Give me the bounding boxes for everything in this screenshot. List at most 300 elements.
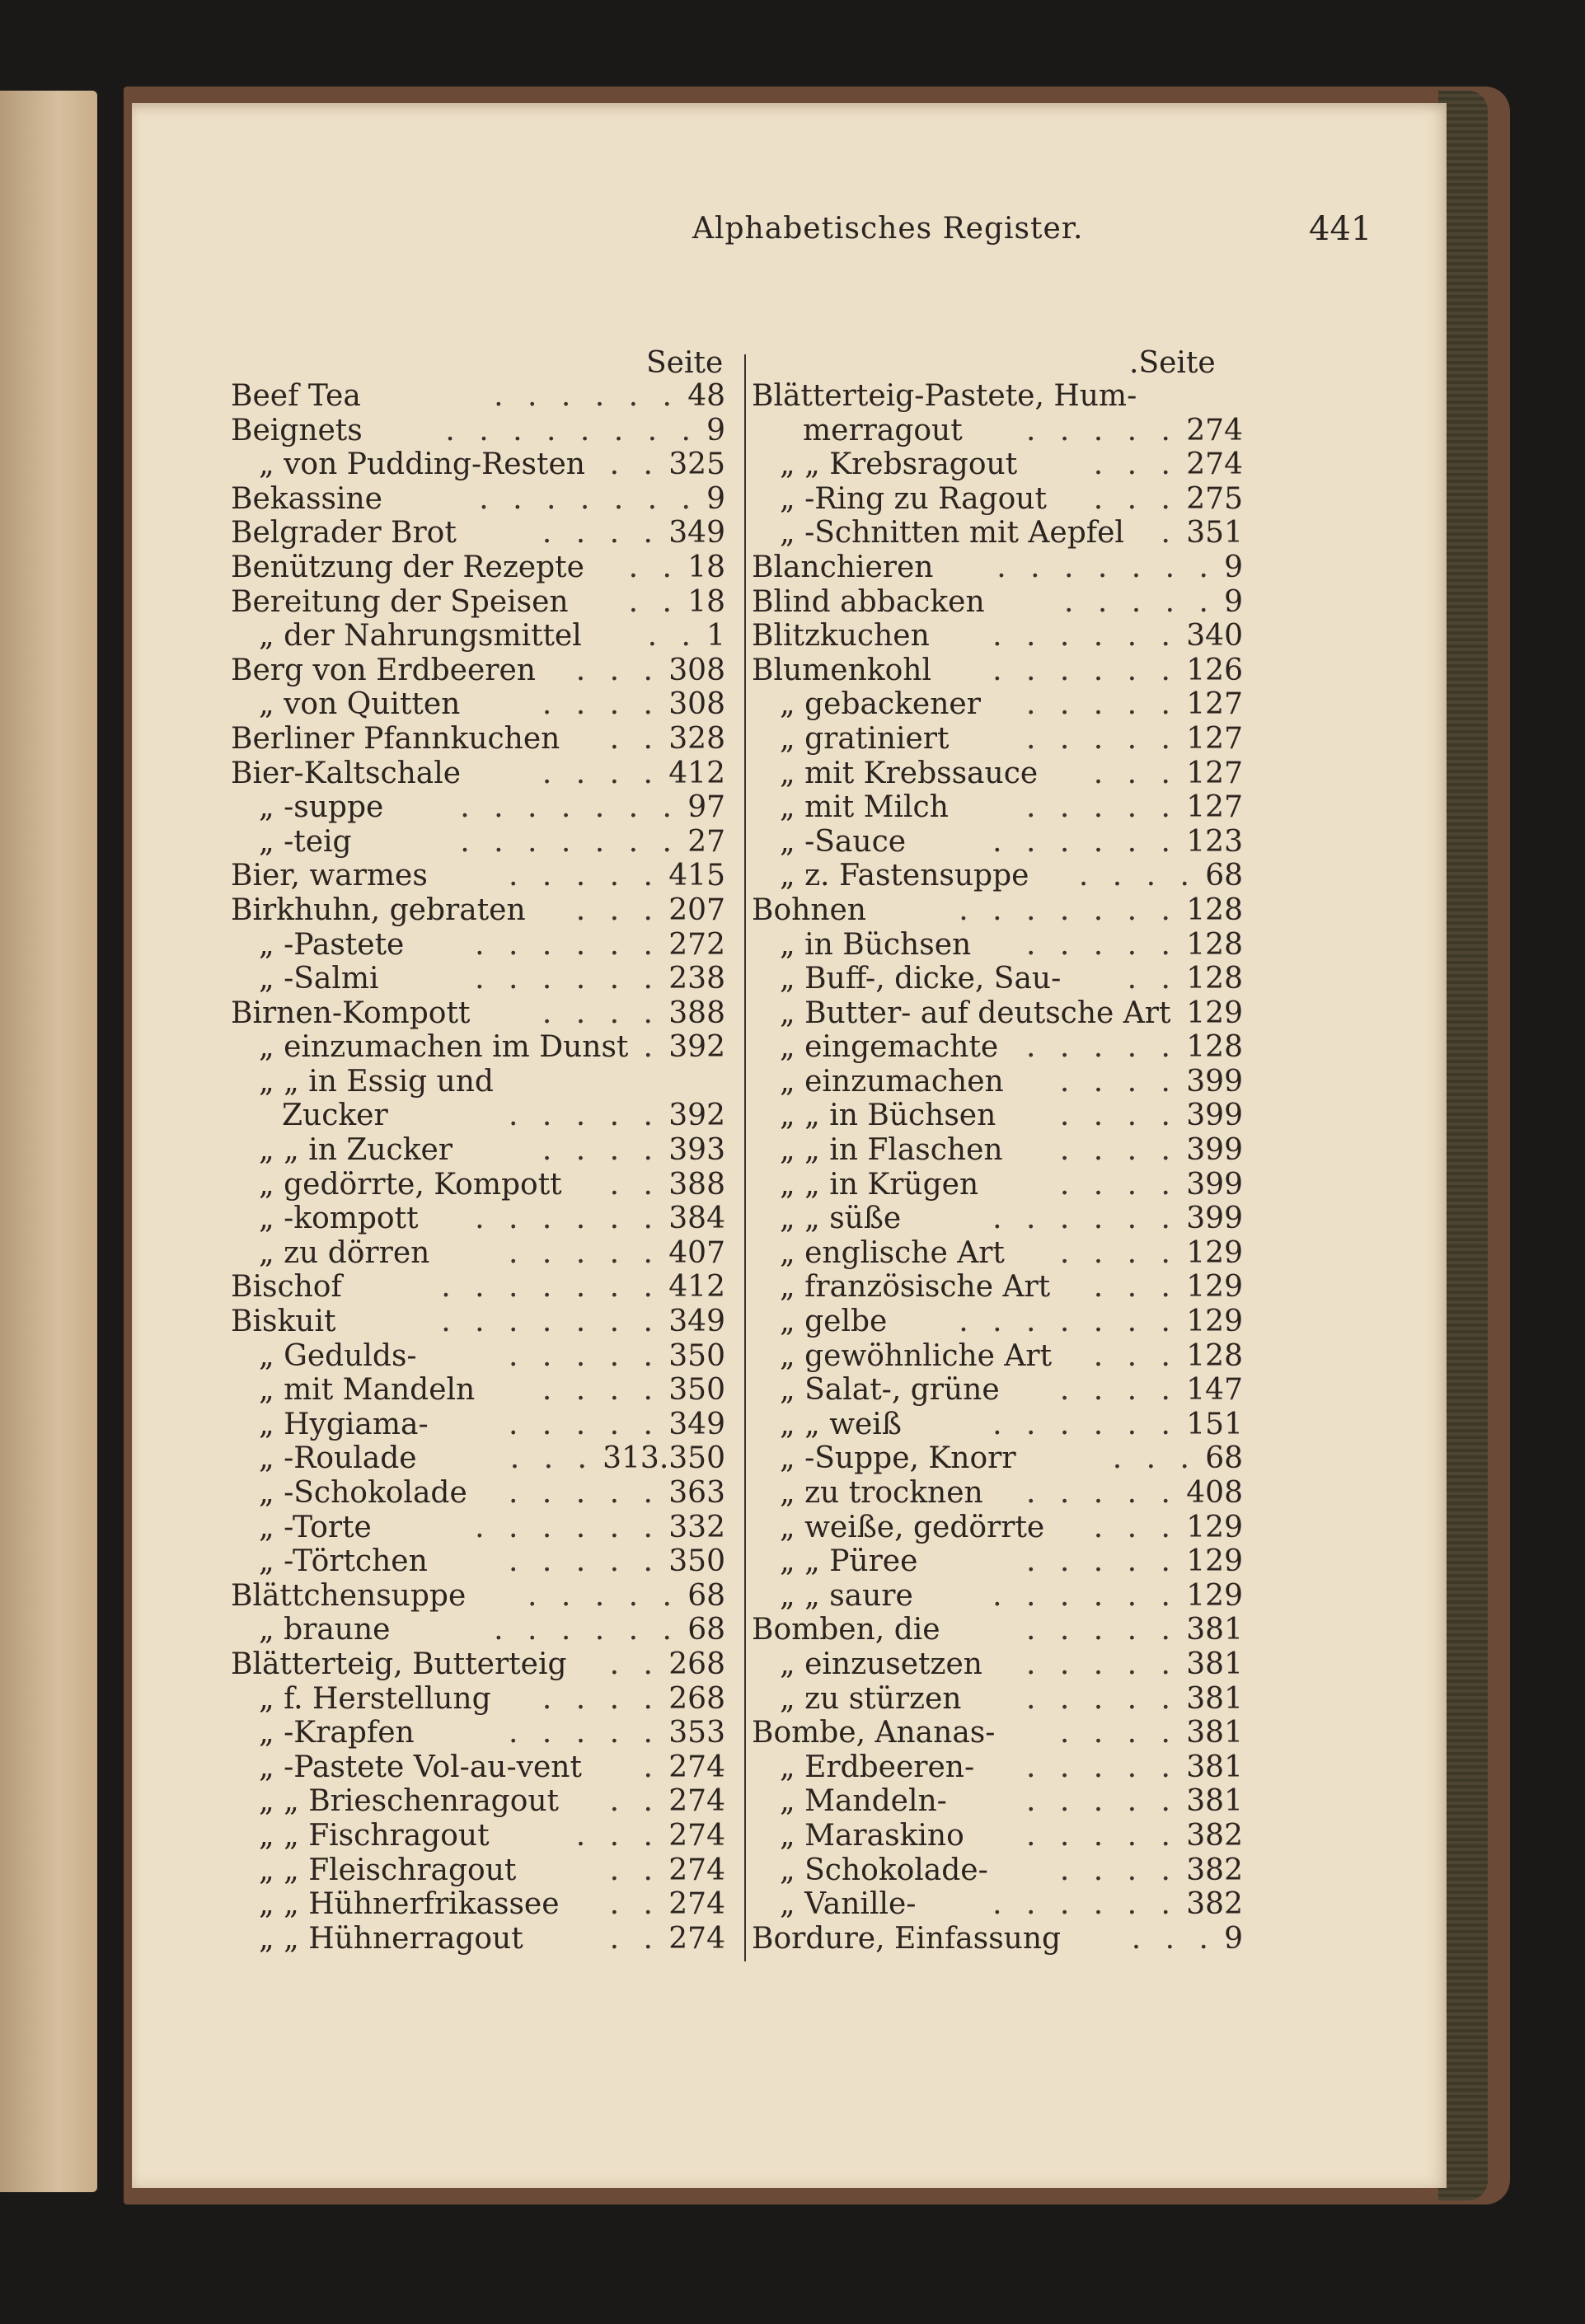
entry-term: „ „ Fleischragout: [259, 1853, 517, 1887]
dot-leader: . . . . .: [1026, 413, 1178, 447]
entry-term: „ weiße, gedörrte: [780, 1510, 1045, 1544]
entry-page-number: 350: [668, 1338, 725, 1373]
dot-leader: . . . . . .: [992, 1887, 1178, 1922]
entry-page-number: 350: [668, 1544, 725, 1579]
entry-term: Bier, warmes: [231, 859, 428, 893]
dot-leader: . . . . . . .: [441, 1305, 660, 1339]
right-index-entry: [752, 825, 1243, 860]
entry-term: Bier-Kaltschale: [231, 756, 462, 790]
dot-leader: . . . . . .: [475, 927, 660, 962]
left-index-entry: [231, 1647, 725, 1682]
dot-leader: . . . . .: [509, 1099, 660, 1133]
dot-leader: . . . . .: [1026, 687, 1178, 722]
entry-term: „ Gedulds-: [259, 1338, 417, 1373]
dot-leader: . . . . .: [528, 1578, 679, 1613]
right-index-entry: [752, 447, 1243, 482]
entry-term: „ -Schokolade: [259, 1476, 467, 1510]
entry-page-number: 340: [1186, 619, 1243, 654]
entry-term: „ einzusetzen: [780, 1647, 982, 1681]
entry-term: „ -kompott: [259, 1202, 419, 1236]
dot-leader: . . .: [1093, 1510, 1178, 1544]
entry-term: „ Erdbeeren-: [780, 1750, 975, 1784]
right-index-entry: [752, 893, 1243, 928]
left-index-entry: [231, 1065, 725, 1099]
left-index-entry: [231, 1511, 725, 1545]
dot-leader: . . . . .: [1064, 584, 1216, 619]
dot-leader: . . . . . .: [992, 619, 1178, 654]
entry-term: „ „ Brieschenragout: [259, 1784, 560, 1819]
left-index-entry: [231, 790, 725, 825]
right-index-entry: [752, 1682, 1243, 1717]
right-index-entry: [752, 928, 1243, 963]
entry-term: „ Vanille-: [780, 1887, 917, 1922]
entry-page-number: 308: [668, 687, 725, 722]
dot-leader: . . . . .: [1026, 1750, 1178, 1784]
dot-leader: . . . . . . .: [441, 1270, 660, 1305]
right-index-entry: [752, 1716, 1243, 1750]
dot-leader: . . . . .: [1026, 1030, 1178, 1065]
dot-leader: . . . . .: [1026, 1647, 1178, 1681]
dot-leader: . .: [647, 619, 698, 654]
right-index-entry: [752, 1853, 1243, 1888]
dot-leader: . . . . . .: [992, 653, 1178, 687]
dot-leader: . . .: [575, 1818, 660, 1853]
dot-leader: . . . . .: [1026, 1818, 1178, 1853]
dot-leader: . .: [609, 447, 660, 482]
entry-term: „ -Torte: [259, 1510, 372, 1544]
dot-leader: . . . .: [1059, 1853, 1178, 1887]
running-head-title: Alphabetisches Register.: [692, 212, 1084, 246]
entry-term: Birnen-Kompott: [231, 996, 471, 1030]
left-index-entry: [231, 722, 725, 757]
right-index-entry: [752, 654, 1243, 688]
entry-page-number: 9: [706, 481, 725, 516]
left-index-entry: [231, 414, 725, 448]
entry-term: „ von Pudding-Resten: [259, 447, 585, 482]
dot-leader: .: [643, 1030, 660, 1065]
entry-page-number: 126: [1186, 653, 1243, 687]
entry-term: Bekassine: [231, 481, 382, 516]
right-index-entry: [752, 1236, 1243, 1271]
left-index-entry: [231, 1202, 725, 1236]
entry-page-number: 399: [1186, 1202, 1243, 1236]
entry-term: „ zu stürzen: [780, 1681, 962, 1716]
entry-term: Belgrader Brot: [231, 516, 457, 551]
dot-leader: . . . . . . .: [959, 1305, 1178, 1339]
dot-leader: . . . . .: [1026, 927, 1178, 962]
entry-page-number: 381: [1186, 1613, 1243, 1647]
entry-page-number: 18: [687, 584, 725, 619]
right-index-entry: [752, 1305, 1243, 1339]
entry-term: „ Buff-, dicke, Sau-: [780, 962, 1062, 996]
dot-leader: . . . . .: [509, 1338, 660, 1373]
dot-leader: . . .: [1093, 756, 1178, 790]
dot-leader: . .: [609, 1853, 660, 1887]
entry-term: „ „ Fischragout: [259, 1818, 490, 1853]
entry-term: „ -Pastete: [259, 927, 405, 962]
dot-leader: . .: [609, 1784, 660, 1819]
dot-leader: . . . .: [542, 996, 660, 1030]
right-index-entry: [752, 619, 1243, 654]
right-index-entry: [752, 722, 1243, 757]
left-index-entry: [231, 1922, 725, 1956]
entry-page-number: 123: [1186, 824, 1243, 859]
dot-leader: . . . .: [542, 1373, 660, 1408]
entry-page-number: 48: [687, 379, 725, 413]
right-index-entry: [752, 1373, 1243, 1408]
dot-leader: . . . . .: [1026, 790, 1178, 825]
entry-term: „ -Törtchen: [259, 1544, 428, 1579]
entry-page-number: 268: [668, 1647, 725, 1681]
entry-term: „ Hygiama-: [259, 1407, 429, 1441]
left-index-entry: [231, 1373, 725, 1408]
dot-leader: . . . . . . .: [479, 481, 698, 516]
entry-term: „ f. Herstellung: [259, 1681, 491, 1716]
entry-term: „ -Salmi: [259, 962, 379, 996]
dot-leader: . . .: [575, 893, 660, 927]
entry-page-number: 268: [668, 1681, 725, 1716]
left-index-entry: [231, 757, 725, 791]
entry-term: „ mit Milch: [780, 790, 949, 825]
dot-leader: . .: [628, 550, 679, 584]
entry-term: Bomben, die: [752, 1613, 940, 1647]
dot-leader: . . . . .: [509, 1716, 660, 1750]
entry-term: Birkhuhn, gebraten: [231, 893, 526, 927]
dot-leader: . .: [609, 1167, 660, 1202]
dot-leader: .: [643, 1750, 660, 1784]
left-index-entry: [231, 1133, 725, 1168]
entry-page-number: 27: [687, 824, 725, 859]
entry-page-number: 274: [1186, 447, 1243, 482]
right-index-entry: [752, 1613, 1243, 1647]
entry-term: „ mit Krebssauce: [780, 756, 1039, 790]
entry-page-number: 274: [1186, 413, 1243, 447]
right-index-entry: [752, 379, 1243, 414]
entry-term: Blitzkuchen: [752, 619, 930, 654]
dot-leader: . .: [628, 584, 679, 619]
entry-term: Bombe, Ananas-: [752, 1716, 996, 1750]
dot-leader: . . . . . . . .: [445, 413, 698, 447]
entry-page-number: 381: [1186, 1716, 1243, 1750]
dot-leader: . . . . . .: [475, 1510, 660, 1544]
entry-term: „ „ süße: [780, 1202, 902, 1236]
right-index-entry: [752, 482, 1243, 517]
entry-page-number: 129: [1186, 1270, 1243, 1305]
dot-leader: . . . . . . .: [460, 824, 679, 859]
dot-leader: . . . .: [1059, 1235, 1178, 1270]
entry-term: „ -Suppe, Knorr: [780, 1441, 1016, 1476]
left-index-entry: [231, 1305, 725, 1339]
left-index-entry: [231, 962, 725, 996]
entry-term: „ eingemachte: [780, 1030, 999, 1065]
dot-leader: . . . .: [542, 516, 660, 551]
left-index-entry: [231, 379, 725, 414]
entry-term: Bereitung der Speisen: [231, 584, 569, 619]
right-column-page-label: .Seite: [1129, 346, 1216, 380]
entry-page-number: 128: [1186, 927, 1243, 962]
entry-page-number: 128: [1186, 962, 1243, 996]
entry-term: „ „ in Essig und: [259, 1064, 494, 1099]
entry-term: „ „ weiß: [780, 1407, 902, 1441]
dot-leader: . . . . . .: [494, 379, 679, 413]
dot-leader: . . . . . . .: [959, 893, 1178, 927]
entry-term: „ von Quitten: [259, 687, 461, 722]
right-index-entry: [752, 1408, 1243, 1442]
entry-page-number: 382: [1186, 1853, 1243, 1887]
left-index-entry: [231, 996, 725, 1031]
dot-leader: . . . .: [1059, 1716, 1178, 1750]
entry-page-number: 415: [668, 859, 725, 893]
left-index-entry: [231, 1784, 725, 1819]
entry-page-number: 274: [668, 1921, 725, 1956]
entry-page-number: 68: [1205, 1441, 1243, 1476]
entry-term: „ -Pastete Vol-au-vent: [259, 1750, 582, 1784]
right-index-entry: [752, 1579, 1243, 1614]
left-index-entry: [231, 1544, 725, 1579]
right-index-entry: [752, 585, 1243, 620]
entry-term: Biskuit: [231, 1305, 336, 1339]
left-index-entry: [231, 1441, 725, 1476]
entry-page-number: 392: [668, 1099, 725, 1133]
entry-page-number: 388: [668, 1167, 725, 1202]
dot-leader: . . .: [1093, 1270, 1178, 1305]
left-index-entry: [231, 1853, 725, 1888]
entry-term: „ Schokolade-: [780, 1853, 988, 1887]
dot-leader: . . .: [509, 1441, 594, 1476]
dot-leader: . .: [1127, 962, 1178, 996]
entry-page-number: 381: [1186, 1647, 1243, 1681]
entry-term: „ „ Hühnerfrikassee: [259, 1887, 560, 1922]
dot-leader: . . . .: [1059, 1167, 1178, 1202]
left-index-entry: [231, 1168, 725, 1202]
dot-leader: . . . . .: [1026, 1784, 1178, 1819]
entry-page-number: 399: [1186, 1099, 1243, 1133]
entry-page-number: 381: [1186, 1750, 1243, 1784]
entry-page-number: 381: [1186, 1681, 1243, 1716]
dot-leader: . . . . .: [509, 1544, 660, 1579]
entry-page-number: 407: [668, 1235, 725, 1270]
dot-leader: . . . . .: [509, 1407, 660, 1441]
dot-leader: . . . . . .: [992, 1578, 1178, 1613]
left-index-entry: [231, 1887, 725, 1922]
entry-page-number: 274: [668, 1887, 725, 1922]
entry-page-number: 147: [1186, 1373, 1243, 1408]
left-index-entry: [231, 928, 725, 963]
entry-term: „ „ in Flaschen: [780, 1133, 1003, 1168]
dot-leader: . . . .: [542, 1681, 660, 1716]
entry-page-number: 128: [1186, 893, 1243, 927]
entry-page-number: 274: [668, 1784, 725, 1819]
entry-page-number: 9: [1224, 584, 1243, 619]
entry-page-number: 274: [668, 1818, 725, 1853]
entry-page-number: 382: [1186, 1887, 1243, 1922]
left-column-page-label: Seite: [646, 346, 724, 380]
entry-term: merragout: [803, 413, 963, 447]
left-index-entry: [231, 1270, 725, 1305]
right-index-entry: [752, 1441, 1243, 1476]
entry-page-number: 9: [706, 413, 725, 447]
entry-term: Bischof: [231, 1270, 342, 1305]
entry-page-number: 399: [1186, 1167, 1243, 1202]
dot-leader: . .: [609, 1887, 660, 1922]
dot-leader: . .: [609, 1647, 660, 1681]
dot-leader: . .: [609, 721, 660, 756]
dot-leader: . . . .: [542, 1133, 660, 1168]
entry-term: Berliner Pfannkuchen: [231, 721, 560, 756]
entry-page-number: 388: [668, 996, 725, 1030]
right-index-entry: [752, 1030, 1243, 1065]
entry-page-number: 308: [668, 653, 725, 687]
left-index-entry: [231, 1339, 725, 1374]
right-index-entry: [752, 1099, 1243, 1133]
entry-page-number: 325: [668, 447, 725, 482]
dot-leader: . . . . . .: [992, 1407, 1178, 1441]
entry-page-number: 68: [1205, 859, 1243, 893]
right-index-entry: [752, 687, 1243, 722]
dot-leader: . . . . . . .: [996, 550, 1216, 584]
right-index-entry: [752, 1819, 1243, 1853]
entry-term: Blanchieren: [752, 550, 934, 584]
entry-page-number: 129: [1186, 1305, 1243, 1339]
right-column-entries: [752, 379, 1243, 1956]
left-column-entries: [231, 379, 725, 1956]
entry-page-number: 353: [668, 1716, 725, 1750]
right-index-entry: [752, 1270, 1243, 1305]
entry-page-number: 129: [1186, 996, 1243, 1030]
entry-term: Blätterteig-Pastete, Hum-: [752, 379, 1137, 413]
entry-page-number: 274: [668, 1750, 725, 1784]
entry-page-number: 332: [668, 1510, 725, 1544]
entry-page-number: 129: [1186, 1510, 1243, 1544]
entry-term: „ Butter- auf deutsche Art: [780, 996, 1171, 1030]
entry-term: „ Mandeln-: [780, 1784, 947, 1819]
entry-term: „ -Roulade: [259, 1441, 417, 1476]
dot-leader: . . .: [1112, 1441, 1197, 1476]
right-index-entry: [752, 516, 1243, 551]
entry-page-number: 128: [1186, 1030, 1243, 1065]
entry-page-number: 399: [1186, 1133, 1243, 1168]
left-index-entry: [231, 1819, 725, 1853]
entry-term: „ „ Püree: [780, 1544, 918, 1579]
entry-page-number: 349: [668, 1305, 725, 1339]
entry-term: Blätterteig, Butterteig: [231, 1647, 567, 1681]
entry-term: „ einzumachen: [780, 1064, 1004, 1099]
dot-leader: . . . . .: [509, 859, 660, 893]
dot-leader: . . . . .: [1026, 721, 1178, 756]
dot-leader: . . . . . .: [992, 1202, 1178, 1236]
dot-leader: . . . . .: [1026, 1544, 1178, 1579]
entry-page-number: 349: [668, 1407, 725, 1441]
entry-page-number: 238: [668, 962, 725, 996]
entry-page-number: 381: [1186, 1784, 1243, 1819]
dot-leader: . . .: [575, 653, 660, 687]
right-index-entry: [752, 996, 1243, 1031]
right-index-entry: [752, 757, 1243, 791]
dot-leader: . . . . .: [509, 1235, 660, 1270]
left-index-entry: [231, 825, 725, 860]
dot-leader: . .: [609, 1921, 660, 1956]
dot-leader: . . . .: [542, 687, 660, 722]
entry-page-number: 18: [687, 550, 725, 584]
left-index-entry: [231, 482, 725, 517]
entry-term: „ -suppe: [259, 790, 384, 825]
entry-term: „ französische Art: [780, 1270, 1051, 1305]
entry-page-number: 129: [1186, 1578, 1243, 1613]
left-index-entry: [231, 1613, 725, 1647]
right-index-entry: [752, 1065, 1243, 1099]
left-index-entry: [231, 447, 725, 482]
entry-term: Bordure, Einfassung: [752, 1921, 1062, 1956]
entry-term: „ Salat-, grüne: [780, 1373, 1000, 1408]
entry-page-number: 274: [668, 1853, 725, 1887]
entry-term: „ gewöhnliche Art: [780, 1338, 1053, 1373]
entry-page-number: 393: [668, 1133, 725, 1168]
entry-term: Beef Tea: [231, 379, 361, 413]
right-index-entry: [752, 1133, 1243, 1168]
entry-page-number: 68: [687, 1613, 725, 1647]
entry-page-number: 349: [668, 516, 725, 551]
entry-term: „ einzumachen im Dunst: [259, 1030, 629, 1065]
left-index-entry: [231, 1750, 725, 1785]
entry-term: „ Maraskino: [780, 1818, 964, 1853]
entry-term: „ „ in Zucker: [259, 1133, 453, 1168]
right-index-entry: [752, 1168, 1243, 1202]
left-index-entry: [231, 893, 725, 928]
dot-leader: . . . . .: [509, 1476, 660, 1510]
dot-leader: . . .: [1093, 447, 1178, 482]
left-index-entry: [231, 687, 725, 722]
left-index-entry: [231, 1682, 725, 1717]
right-index-entry: [752, 551, 1243, 585]
entry-term: „ „ in Krügen: [780, 1167, 979, 1202]
entry-page-number: 408: [1186, 1476, 1243, 1510]
dot-leader: . . .: [1131, 1921, 1216, 1956]
entry-page-number: 384: [668, 1202, 725, 1236]
entry-page-number: 129: [1186, 1544, 1243, 1579]
entry-term: „ „ Krebsragout: [780, 447, 1018, 482]
dot-leader: . . . . .: [1026, 1476, 1178, 1510]
entry-term: „ englische Art: [780, 1235, 1005, 1270]
entry-page-number: 392: [668, 1030, 725, 1065]
entry-page-number: 207: [668, 893, 725, 927]
entry-page-number: 382: [1186, 1818, 1243, 1853]
facing-page-edge: [0, 91, 97, 2192]
right-index-entry: [752, 1750, 1243, 1785]
left-index-entry: [231, 1579, 725, 1614]
entry-page-number: 128: [1186, 1338, 1243, 1373]
left-index-entry: [231, 585, 725, 620]
entry-page-number: 412: [668, 756, 725, 790]
left-index-entry: [231, 859, 725, 893]
entry-page-number: 9: [1224, 550, 1243, 584]
left-index-entry: [231, 1099, 725, 1133]
entry-page-number: 1: [706, 619, 725, 654]
dot-leader: . . . .: [542, 756, 660, 790]
right-index-entry: [752, 1922, 1243, 1956]
dot-leader: . . . .: [1059, 1064, 1178, 1099]
right-index-entry: [752, 1339, 1243, 1374]
entry-term: „ „ in Büchsen: [780, 1099, 996, 1133]
entry-page-number: 412: [668, 1270, 725, 1305]
left-index-entry: [231, 654, 725, 688]
entry-page-number: 328: [668, 721, 725, 756]
entry-page-number: 127: [1186, 721, 1243, 756]
dot-leader: . . .: [1093, 1338, 1178, 1373]
entry-page-number: 97: [687, 790, 725, 825]
left-index-entry: [231, 1408, 725, 1442]
entry-term: „ zu trocknen: [780, 1476, 983, 1510]
entry-term: „ gebackener: [780, 687, 981, 722]
